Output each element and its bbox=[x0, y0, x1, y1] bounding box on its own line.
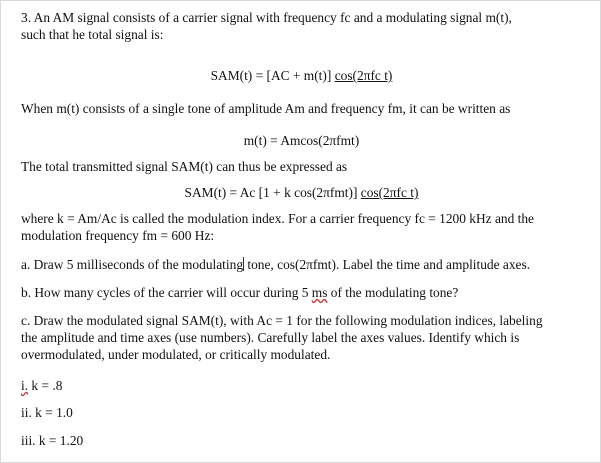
equation-sam-carrier bbox=[1, 67, 601, 84]
part-c-line-1: c. Draw the modulated signal SAM(t), with Ac = 1 for the following modulation indices, labeling bbox=[21, 313, 543, 328]
single-tone-line: When m(t) consists of a single tone of amplitude Am and frequency fm, it can be written as bbox=[21, 101, 511, 116]
part-a-text-2: tone, cos(2πfmt). Label the time and amplitude axes. bbox=[244, 257, 531, 272]
part-a bbox=[21, 256, 530, 273]
equation-sam-total bbox=[1, 184, 601, 201]
modulation-index-line-1: where k = Am/Ac is called the modulation index. For a carrier frequency fc = 1200 kHz and the bbox=[21, 211, 534, 226]
item-i bbox=[21, 377, 62, 394]
total-signal-line: The total transmitted signal SAM(t) can thus be expressed as bbox=[21, 159, 348, 174]
part-b-ms: ms bbox=[311, 285, 328, 300]
part-c-line-3: overmodulated, under modulated, or critically modulated. bbox=[21, 347, 331, 362]
intro-line-2: such that he total signal is: bbox=[21, 27, 164, 42]
intro-line-1: 3. An AM signal consists of a carrier signal with frequency fc and a modulating signal m(t), bbox=[21, 10, 512, 25]
part-b bbox=[21, 284, 458, 301]
equation-sam-total-cos: cos(2πfc t) bbox=[360, 185, 419, 200]
item-iii: iii. k = 1.20 bbox=[21, 433, 84, 448]
equation-sam-total-left: SAM(t) = Ac [1 + k cos(2πfmt)] bbox=[184, 185, 361, 200]
equation-sam-carrier-left: SAM(t) = [AC + m(t)] bbox=[210, 68, 335, 83]
item-i-label: i. bbox=[21, 378, 29, 393]
part-b-text-1: b. How many cycles of the carrier will occur during 5 bbox=[21, 285, 312, 300]
item-i-value: k = .8 bbox=[28, 378, 63, 393]
part-b-text-2: of the modulating tone? bbox=[327, 285, 459, 300]
item-ii: ii. k = 1.0 bbox=[21, 405, 73, 420]
part-a-text-1: a. Draw 5 milliseconds of the modulating bbox=[21, 257, 244, 272]
equation-modulating-tone: m(t) = Amcos(2πfmt) bbox=[243, 133, 360, 148]
part-c-line-2: the amplitude and time axes (use numbers). Carefully label the axes values. Identify which is bbox=[21, 330, 520, 345]
modulation-index-line-2: modulation frequency fm = 600 Hz: bbox=[21, 228, 215, 243]
equation-sam-carrier-cos: cos(2πfc t) bbox=[334, 68, 393, 83]
